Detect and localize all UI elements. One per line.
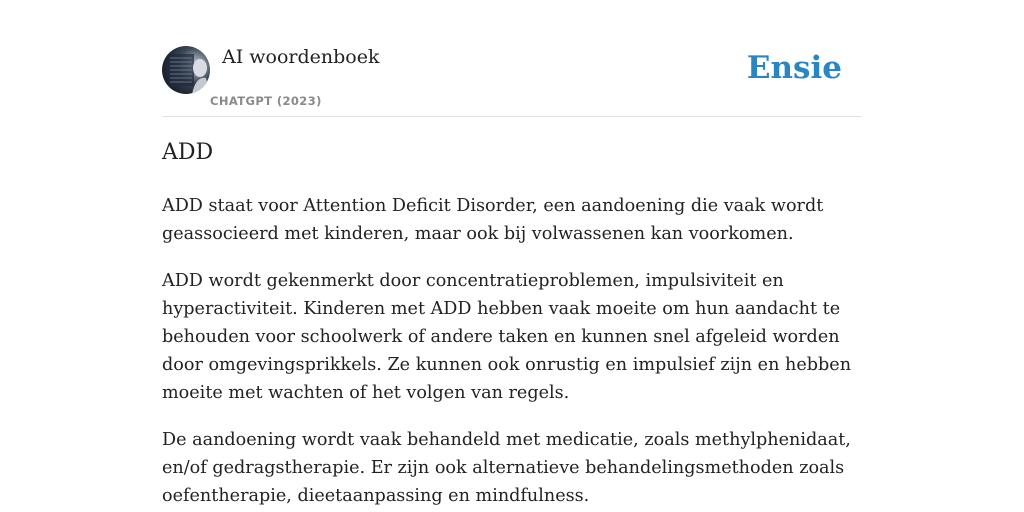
definition-paragraph: ADD staat voor Attention Deficit Disorder, een aandoening die vaak wordt geassocieerd met kinderen, maar ook bij volwassenen kan voorkomen. — [162, 196, 824, 244]
dictionary-title[interactable]: AI woordenboek — [222, 46, 380, 68]
definition-paragraph: De aandoening wordt vaak behandeld met medicatie, zoals methylphenidaat, en/of gedragstherapie. Er zijn ook alternatieve behandelingsmethoden zoals oefentherapie, dieetaanpassing en mindfulness. — [162, 430, 851, 506]
dictionary-meta: CHATGPT (2023) — [210, 94, 322, 108]
definition-paragraph: ADD wordt gekenmerkt door concentratieproblemen, impulsiviteit en hyperactiviteit. Kinderen met ADD hebben vaak moeite om hun aandacht te behouden voor schoolwerk of andere taken en kunnen snel afgeleid worden door omgevingsprikkels. Ze kunnen ook onrustig en impulsief zijn en hebben moeite met wachten of het volgen van regels. — [162, 271, 852, 403]
dictionary-header — [162, 46, 862, 117]
entry-term: ADD — [162, 140, 214, 165]
ai-avatar-icon[interactable] — [162, 46, 210, 94]
entry-definition — [162, 192, 867, 512]
ensie-logo[interactable]: Ensie — [746, 50, 842, 86]
